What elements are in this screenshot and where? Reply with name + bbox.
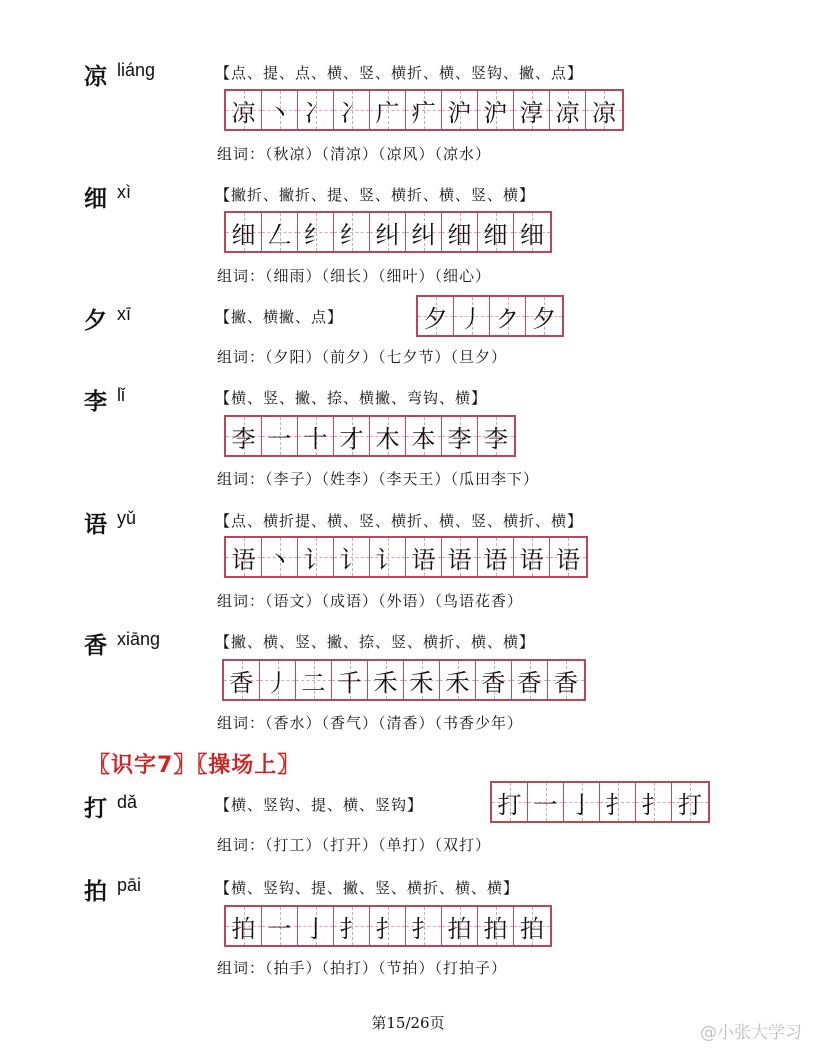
stroke-cell xyxy=(478,907,514,945)
stroke-cell xyxy=(442,213,478,251)
stroke-glyph: 沪 xyxy=(447,98,472,127)
stroke-cell xyxy=(226,91,262,129)
stroke-cell xyxy=(296,661,332,699)
stroke-glyph: 丶 xyxy=(267,545,292,574)
stroke-glyph: 扌 xyxy=(375,914,400,943)
char-heading: 拍 xyxy=(84,878,107,905)
stroke-order: 【横、竖钩、提、撇、竖、横折、横、横】 xyxy=(215,879,520,897)
stroke-cell xyxy=(440,661,476,699)
stroke-cell xyxy=(478,91,514,129)
stroke-glyph: 扌 xyxy=(605,790,630,819)
stroke-cell xyxy=(514,91,550,129)
stroke-cell xyxy=(262,417,298,455)
stroke-cell xyxy=(476,661,512,699)
pinyin: liáng xyxy=(117,60,156,80)
pinyin: lǐ xyxy=(117,385,125,405)
stroke-cell xyxy=(298,417,334,455)
stroke-cell xyxy=(370,91,406,129)
stroke-cell xyxy=(226,213,262,251)
stroke-cell xyxy=(298,213,334,251)
stroke-cell xyxy=(334,538,370,576)
stroke-glyph: 𠃋 xyxy=(267,220,292,249)
stroke-cell xyxy=(260,661,296,699)
stroke-glyph: 纠 xyxy=(375,220,400,249)
stroke-glyph: 香 xyxy=(554,668,578,697)
stroke-cell xyxy=(406,417,442,455)
stroke-cell xyxy=(332,661,368,699)
word-list: 组词：（拍手）（拍打）（节拍）（打拍子） xyxy=(217,959,508,977)
stroke-cell xyxy=(418,297,454,335)
stroke-cell xyxy=(334,417,370,455)
word-list: 组词：（李子）（姓李）（李天王）（瓜田李下） xyxy=(217,470,540,488)
page-number: 第15/26页 xyxy=(371,1014,445,1032)
stroke-order: 【点、横折提、横、竖、横折、横、竖、横折、横】 xyxy=(215,512,584,530)
stroke-order: 【撇、横撇、点】 xyxy=(215,308,344,326)
stroke-glyph: 香 xyxy=(481,668,506,697)
stroke-glyph: 拍 xyxy=(231,914,256,943)
stroke-cell xyxy=(298,91,334,129)
stroke-glyph: 讠 xyxy=(375,545,400,574)
stroke-glyph: 扌 xyxy=(339,914,364,943)
char-heading: 夕 xyxy=(84,307,107,334)
stroke-glyph: 语 xyxy=(483,545,508,574)
stroke-glyph: 一 xyxy=(267,914,292,943)
stroke-cell xyxy=(586,91,622,129)
stroke-glyph: 打 xyxy=(497,790,522,819)
stroke-glyph: 拍 xyxy=(483,914,508,943)
stroke-glyph: 讠 xyxy=(303,545,328,574)
stroke-glyph: 细 xyxy=(231,220,256,249)
word-list: 组词：（香水）（香气）（清香）（书香少年） xyxy=(217,714,524,732)
stroke-cell xyxy=(442,91,478,129)
stroke-cell xyxy=(298,538,334,576)
stroke-glyph: 语 xyxy=(447,545,472,574)
stroke-glyph: 纟 xyxy=(303,220,328,249)
stroke-glyph: 拍 xyxy=(447,914,472,943)
stroke-glyph: 二 xyxy=(301,668,326,697)
stroke-order: 【撇、横、竖、撇、捺、竖、横折、横、横】 xyxy=(215,633,536,651)
stroke-cell xyxy=(334,213,370,251)
stroke-glyph: 禾 xyxy=(373,668,398,697)
stroke-cell xyxy=(370,538,406,576)
stroke-glyph: 扌 xyxy=(641,790,666,819)
stroke-glyph: 一 xyxy=(533,790,558,819)
stroke-glyph: 打 xyxy=(678,790,702,819)
stroke-cell xyxy=(442,907,478,945)
char-heading: 香 xyxy=(84,632,107,659)
stroke-glyph: 李 xyxy=(484,424,508,453)
stroke-glyph: 冫 xyxy=(339,98,364,127)
stroke-glyph: 广 xyxy=(375,98,400,127)
stroke-glyph: 禾 xyxy=(409,668,434,697)
stroke-cell xyxy=(262,538,298,576)
stroke-cell xyxy=(406,213,442,251)
stroke-glyph: 凉 xyxy=(592,98,616,127)
stroke-cell xyxy=(368,661,404,699)
stroke-glyph: 千 xyxy=(337,668,362,697)
stroke-glyph: 夕 xyxy=(423,304,448,333)
stroke-glyph: 沪 xyxy=(483,98,508,127)
pinyin: yǔ xyxy=(117,508,137,528)
stroke-cell xyxy=(370,907,406,945)
stroke-cell xyxy=(370,213,406,251)
stroke-glyph: 拍 xyxy=(520,914,544,943)
stroke-cell xyxy=(478,213,514,251)
stroke-glyph: 一 xyxy=(267,424,292,453)
stroke-glyph: 凉 xyxy=(555,98,580,127)
stroke-cell xyxy=(564,783,600,821)
stroke-cell xyxy=(298,907,334,945)
stroke-cell xyxy=(334,907,370,945)
stroke-cell xyxy=(514,907,550,945)
stroke-order: 【横、竖钩、提、横、竖钩】 xyxy=(215,796,424,814)
stroke-cell xyxy=(442,417,478,455)
stroke-cell xyxy=(550,91,586,129)
stroke-glyph: 讠 xyxy=(339,545,364,574)
stroke-glyph: 本 xyxy=(411,424,436,453)
stroke-cell xyxy=(404,661,440,699)
stroke-glyph: 才 xyxy=(339,424,364,453)
word-list: 组词：（秋凉）（清凉）（凉风）（凉水） xyxy=(217,145,492,163)
stroke-glyph: 纟 xyxy=(339,220,364,249)
stroke-cell xyxy=(262,91,298,129)
stroke-cell xyxy=(406,538,442,576)
stroke-glyph: 冫 xyxy=(303,98,328,127)
stroke-glyph: 丿 xyxy=(265,668,290,697)
pinyin: dǎ xyxy=(117,792,138,812)
stroke-glyph: 李 xyxy=(447,424,472,453)
stroke-grid xyxy=(490,781,710,823)
char-heading: 李 xyxy=(84,388,107,415)
stroke-glyph: 扌 xyxy=(411,914,436,943)
word-list: 组词：（打工）（打开）（单打）（双打） xyxy=(217,836,492,854)
stroke-cell xyxy=(226,417,262,455)
char-heading: 语 xyxy=(84,511,107,538)
stroke-cell xyxy=(514,213,550,251)
stroke-cell xyxy=(514,538,550,576)
stroke-cell xyxy=(492,783,528,821)
stroke-cell xyxy=(406,907,442,945)
stroke-glyph: 夕 xyxy=(532,304,556,333)
stroke-glyph: 凉 xyxy=(231,98,256,127)
stroke-glyph: 语 xyxy=(231,545,256,574)
pinyin: xī xyxy=(117,304,132,324)
stroke-grid xyxy=(416,295,564,337)
word-list: 组词：（夕阳）（前夕）（七夕节）（旦夕） xyxy=(217,348,508,366)
stroke-glyph: 亅 xyxy=(303,914,328,943)
stroke-order: 【横、竖、撇、捺、横撇、弯钩、横】 xyxy=(215,389,488,407)
watermark: @小张大学习 xyxy=(700,1023,802,1043)
stroke-cell xyxy=(490,297,526,335)
stroke-glyph: 丿 xyxy=(459,304,484,333)
stroke-glyph: 淳 xyxy=(519,98,544,127)
stroke-cell xyxy=(226,907,262,945)
word-list: 组词：（细雨）（细长）（细叶）（细心） xyxy=(217,267,492,285)
stroke-cell xyxy=(226,538,262,576)
stroke-glyph: 语 xyxy=(411,545,436,574)
stroke-glyph: 语 xyxy=(556,545,580,574)
stroke-cell xyxy=(334,91,370,129)
stroke-glyph: 十 xyxy=(303,424,328,453)
stroke-glyph: 李 xyxy=(231,424,256,453)
stroke-glyph: 香 xyxy=(517,668,542,697)
stroke-glyph: 疒 xyxy=(411,98,436,127)
stroke-glyph: 禾 xyxy=(445,668,470,697)
stroke-cell xyxy=(406,91,442,129)
stroke-glyph: 丶 xyxy=(267,98,292,127)
pinyin: xiāng xyxy=(117,629,161,649)
stroke-glyph: 细 xyxy=(520,220,544,249)
stroke-grid xyxy=(224,211,552,253)
char-heading: 凉 xyxy=(84,63,107,90)
char-heading: 细 xyxy=(84,185,107,212)
stroke-grid xyxy=(222,659,586,701)
stroke-order: 【撇折、撇折、提、竖、横折、横、竖、横】 xyxy=(215,186,536,204)
stroke-glyph: ク xyxy=(495,304,520,333)
stroke-glyph: 香 xyxy=(229,668,254,697)
stroke-cell xyxy=(672,783,708,821)
stroke-cell xyxy=(548,661,584,699)
word-list: 组词：（语文）（成语）（外语）（鸟语花香） xyxy=(217,592,524,610)
stroke-cell xyxy=(370,417,406,455)
pinyin: xì xyxy=(117,182,132,202)
stroke-glyph: 语 xyxy=(519,545,544,574)
section-title: 〖识字7〗〖操场上〗 xyxy=(88,753,301,778)
stroke-glyph: 细 xyxy=(447,220,472,249)
stroke-glyph: 纠 xyxy=(411,220,436,249)
stroke-glyph: 木 xyxy=(375,424,400,453)
stroke-cell xyxy=(224,661,260,699)
stroke-cell xyxy=(442,538,478,576)
stroke-cell xyxy=(636,783,672,821)
stroke-grid xyxy=(224,415,516,457)
stroke-cell xyxy=(454,297,490,335)
stroke-cell xyxy=(528,783,564,821)
char-heading: 打 xyxy=(84,795,107,822)
stroke-cell xyxy=(600,783,636,821)
stroke-order: 【点、提、点、横、竖、横折、横、竖钩、撇、点】 xyxy=(215,64,584,82)
stroke-cell xyxy=(550,538,586,576)
stroke-glyph: 亅 xyxy=(569,790,594,819)
stroke-cell xyxy=(478,417,514,455)
stroke-cell xyxy=(478,538,514,576)
pinyin: pāi xyxy=(117,875,142,895)
stroke-grid xyxy=(224,536,588,578)
stroke-grid xyxy=(224,89,624,131)
stroke-grid xyxy=(224,905,552,947)
stroke-cell xyxy=(512,661,548,699)
stroke-glyph: 细 xyxy=(483,220,508,249)
stroke-cell xyxy=(262,907,298,945)
stroke-cell xyxy=(262,213,298,251)
stroke-cell xyxy=(526,297,562,335)
